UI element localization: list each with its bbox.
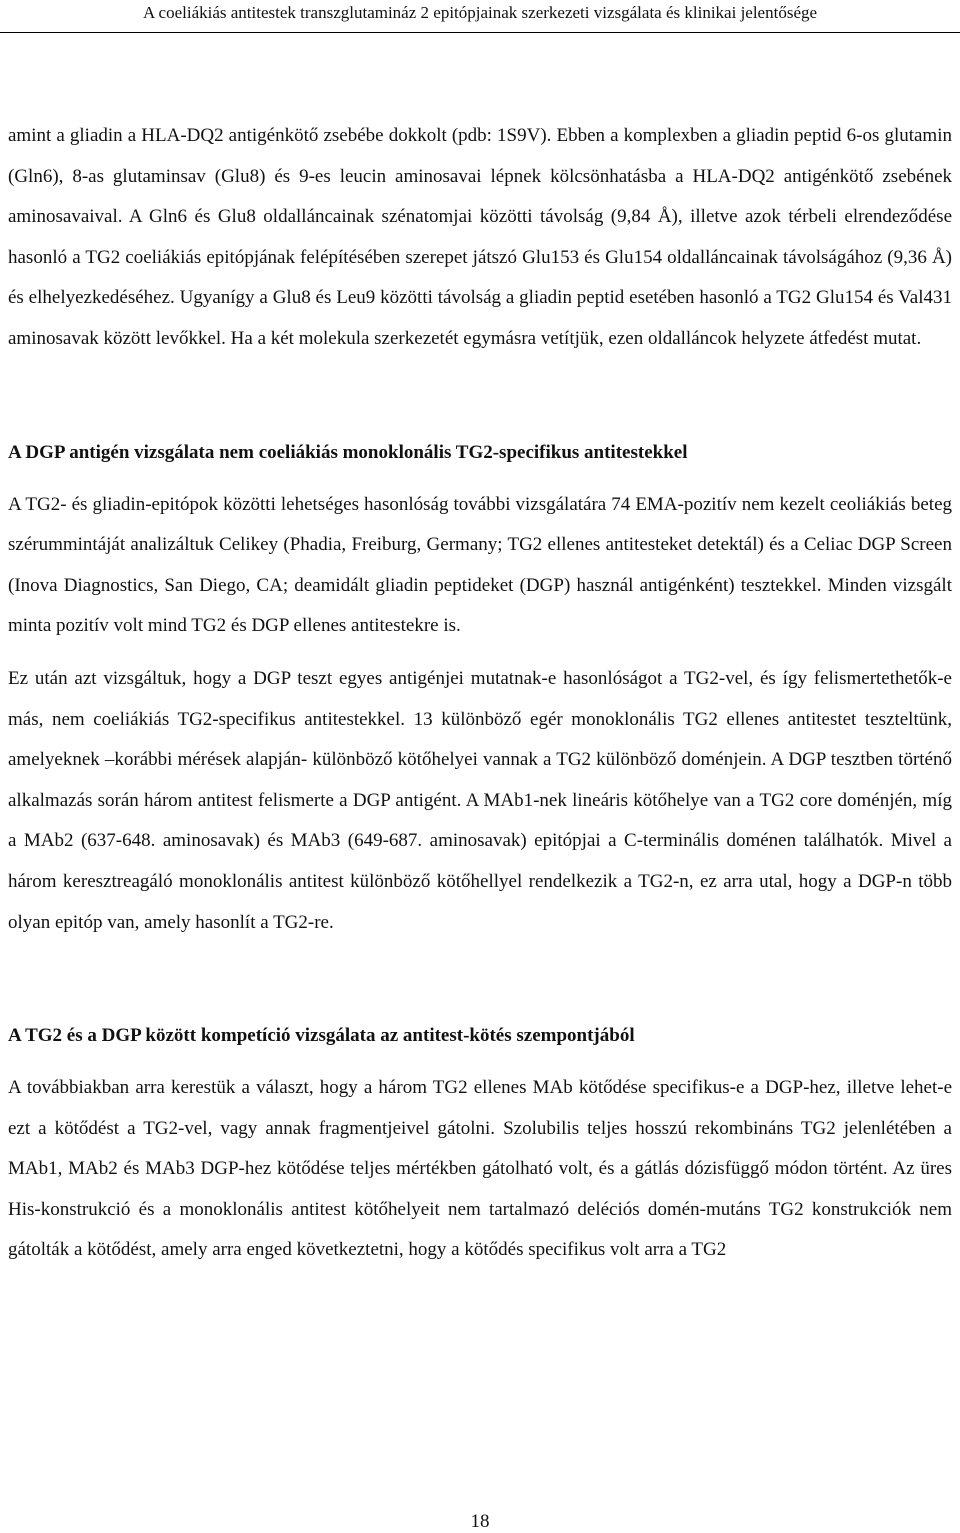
heading-spacer: [8, 473, 952, 485]
paragraph-competition-results: A továbbiakban arra kerestük a választ, hogy a három TG2 ellenes MAb kötődése specifikus-e a DGP-hez, illetve lehet-e ezt a kötődést a TG2-vel, vagy annak fragmentjeivel gátolni. Szolubilis teljes hosszú rekombináns TG2 jelenlétében a MAb1, MAb2 és MAb3 DGP-hez kötődése teljes mértékben gátolható volt, és a gátlás dózisfüggő módon történt. Az üres His-konstrukció és a monoklonális antitest kötőhelyeit nem tartalmazó deléciós domén-mutáns TG2 konstrukciók nem gátolták a kötődést, amely arra enged következtetni, hogy a kötődés specifikus volt arra a TG2: [8, 1077, 952, 1261]
heading-spacer: [8, 1056, 952, 1068]
running-header: A coeliákiás antitestek transzglutamináz 2 epitópjainak szerkezeti vizsgálata és klinikai jelentősége: [142, 3, 818, 22]
paragraph-spacer: [8, 647, 952, 659]
page-number: 18: [470, 1511, 490, 1532]
page-body: [8, 116, 952, 1271]
paragraph-monoclonal-testing: Ez után azt vizsgáltuk, hogy a DGP teszt egyes antigénjei mutatnak-e hasonlóságot a TG2-vel, és így felismertethetők-e más, nem coeliákiás TG2-specifikus antitestekkel. 13 különböző egér monoklonális TG2 ellenes antitestet teszteltünk, amelyeknek –korábbi mérések alapján- különböző kötőhelyei vannak a TG2 különböző doménjein. A DGP tesztben történő alkalmazás során három antitest felismerte a DGP antigént. A MAb1-nek lineáris kötőhelye van a TG2 core doménjén, míg a MAb2 (637-648. aminosavak) és MAb3 (649-687. aminosavak) epitópjai a C-terminális doménen találhatók. Mivel a három keresztreagáló monoklonális antitest különböző kötőhellyel rendelkezik a TG2-n, ez arra utal, hogy a DGP-n több olyan epitóp van, amely hasonlít a TG2-re.: [8, 667, 952, 933]
header-divider: [0, 32, 960, 33]
section-spacer: [8, 943, 952, 1016]
paragraph-serum-analysis: A TG2- és gliadin-epitópok közötti lehetséges hasonlóság további vizsgálatára 74 EMA-pozitív nem kezelt ceoliákiás beteg szérummintáját analizáltuk Celikey (Phadia, Freiburg, Germany; TG2 ellenes antitesteket detektál) és a Celiac DGP Screen (Inova Diagnostics, San Diego, CA; deamidált gliadin peptideket (DGP) használ antigénként) tesztekkel. Minden vizsgált minta pozitív volt mind TG2 és DGP ellenes antitestekre is.: [8, 493, 952, 637]
section-heading-competition: A TG2 és a DGP között kompetíció vizsgálata az antitest-kötés szempontjából: [8, 1025, 635, 1047]
section-spacer: [8, 360, 952, 433]
paragraph-gliadin-docking: amint a gliadin a HLA-DQ2 antigénkötő zsebébe dokkolt (pdb: 1S9V). Ebben a komplexben a gliadin peptid 6-os glutamin (Gln6), 8-as glutaminsav (Glu8) és 9-es leucin aminosavai lépnek kölcsönhatásba a HLA-DQ2 antigénkötő zsebének aminosavaival. A Gln6 és Glu8 oldalláncainak szénatomjai közötti távolság (9,84 Å), illetve azok térbeli elrendeződése hasonló a TG2 coeliákiás epitópjának felépítésében szerepet játszó Glu153 és Glu154 oldalláncainak távolságához (9,36 Å) és elhelyezkedéséhez. Ugyanígy a Glu8 és Leu9 közötti távolság a gliadin peptid esetében hasonló a TG2 Glu154 és Val431 aminosavak között levőkkel. Ha a két molekula szerkezetét egymásra vetítjük, ezen oldalláncok helyzete átfedést mutat.: [8, 125, 952, 349]
section-heading-dgp-antigen: A DGP antigén vizsgálata nem coeliákiás monoklonális TG2-specifikus antitestekkel: [8, 441, 688, 463]
